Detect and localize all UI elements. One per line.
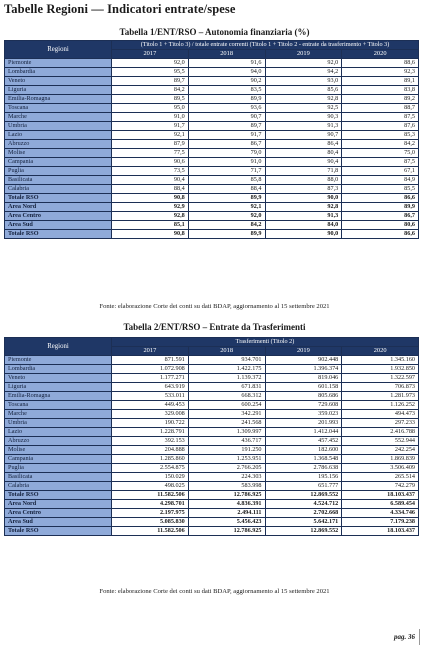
- value-cell: 73,5: [112, 167, 189, 176]
- value-cell: 182.600: [265, 446, 342, 455]
- table-row: [5, 86, 419, 95]
- value-cell: 86,7: [342, 212, 419, 221]
- value-cell: 4.524.712: [265, 500, 342, 509]
- value-cell: 1.345.160: [342, 356, 419, 365]
- region-label: Basilicata: [5, 473, 112, 482]
- table-row: [5, 482, 419, 491]
- value-cell: 11.582.506: [112, 527, 189, 536]
- value-cell: 83,8: [342, 86, 419, 95]
- value-cell: 1.368.548: [265, 455, 342, 464]
- page-number: pag. 36: [394, 633, 415, 641]
- table-row: [5, 131, 419, 140]
- value-cell: 84,2: [188, 221, 265, 230]
- region-label: Area Sud: [5, 518, 112, 527]
- region-label: Liguria: [5, 86, 112, 95]
- value-cell: 89,2: [342, 95, 419, 104]
- value-cell: 342.291: [188, 410, 265, 419]
- region-label: Campania: [5, 158, 112, 167]
- region-label: Toscana: [5, 104, 112, 113]
- value-cell: 12.786.925: [188, 527, 265, 536]
- value-cell: 85,6: [265, 86, 342, 95]
- value-cell: 1.126.252: [342, 401, 419, 410]
- table-row: [5, 68, 419, 77]
- region-label: Emilia-Romagna: [5, 392, 112, 401]
- table-row: [5, 122, 419, 131]
- value-cell: 94,0: [188, 68, 265, 77]
- value-cell: 90,7: [265, 131, 342, 140]
- value-cell: 4.334.746: [342, 509, 419, 518]
- value-cell: 88,7: [342, 104, 419, 113]
- region-label: Area Centro: [5, 509, 112, 518]
- value-cell: 92,8: [265, 203, 342, 212]
- region-label: Veneto: [5, 77, 112, 86]
- region-label: Marche: [5, 113, 112, 122]
- value-cell: 1.422.175: [188, 365, 265, 374]
- value-cell: 93,0: [265, 77, 342, 86]
- value-cell: 457.452: [265, 437, 342, 446]
- value-cell: 1.072.908: [112, 365, 189, 374]
- table-row: [5, 446, 419, 455]
- value-cell: 92,1: [188, 203, 265, 212]
- value-cell: 88,6: [342, 59, 419, 68]
- value-cell: 84,2: [342, 140, 419, 149]
- value-cell: 88,4: [112, 185, 189, 194]
- value-cell: 79,0: [188, 149, 265, 158]
- value-cell: 1.228.791: [112, 428, 189, 437]
- value-cell: 89,7: [188, 122, 265, 131]
- value-cell: 706.873: [342, 383, 419, 392]
- value-cell: 92,8: [265, 95, 342, 104]
- region-label: Piemonte: [5, 59, 112, 68]
- area-row: [5, 230, 419, 239]
- value-cell: 329.008: [112, 410, 189, 419]
- year-header: 2020: [342, 347, 419, 356]
- value-cell: 88,0: [265, 176, 342, 185]
- area-row: [5, 527, 419, 536]
- value-cell: 71,8: [265, 167, 342, 176]
- value-cell: 92,9: [112, 203, 189, 212]
- area-row: [5, 509, 419, 518]
- value-cell: 84,9: [342, 176, 419, 185]
- value-cell: 91,0: [112, 113, 189, 122]
- page-title: Tabelle Regioni — Indicatori entrate/spese: [4, 2, 236, 16]
- value-cell: 392.153: [112, 437, 189, 446]
- value-cell: 359.023: [265, 410, 342, 419]
- value-cell: 86,6: [342, 230, 419, 239]
- value-cell: 71,7: [188, 167, 265, 176]
- table1-band-label: (Titolo 1 + Titolo 3) / totale entrate correnti (Titolo 1 + Titolo 2 - entrate da trasferimento + Titolo 3): [112, 41, 419, 50]
- value-cell: 89,9: [188, 95, 265, 104]
- value-cell: 600.254: [188, 401, 265, 410]
- value-cell: 150.029: [112, 473, 189, 482]
- value-cell: 91,3: [265, 122, 342, 131]
- table-row: [5, 464, 419, 473]
- value-cell: 601.158: [265, 383, 342, 392]
- region-label: Totale RSO: [5, 194, 112, 203]
- value-cell: 729.608: [265, 401, 342, 410]
- table-row: [5, 455, 419, 464]
- value-cell: 92,3: [342, 68, 419, 77]
- value-cell: 90,2: [188, 77, 265, 86]
- area-row: [5, 500, 419, 509]
- year-header: 2020: [342, 50, 419, 59]
- region-label: Piemonte: [5, 356, 112, 365]
- value-cell: 87,3: [265, 185, 342, 194]
- table-row: [5, 176, 419, 185]
- value-cell: 7.179.238: [342, 518, 419, 527]
- value-cell: 1.869.839: [342, 455, 419, 464]
- value-cell: 90,4: [265, 158, 342, 167]
- value-cell: 89,5: [112, 95, 189, 104]
- table1-source: Fonte: elaborazione Corte dei conti su dati BDAP, aggiornamento al 15 settembre 2021: [99, 303, 330, 310]
- value-cell: 1.285.860: [112, 455, 189, 464]
- value-cell: 85,8: [188, 176, 265, 185]
- value-cell: 89,9: [188, 230, 265, 239]
- region-label: Molise: [5, 446, 112, 455]
- value-cell: 88,4: [188, 185, 265, 194]
- value-cell: 2.702.668: [265, 509, 342, 518]
- value-cell: 90,0: [265, 194, 342, 203]
- region-label: Totale RSO: [5, 230, 112, 239]
- value-cell: 92,0: [265, 59, 342, 68]
- value-cell: 1.396.374: [265, 365, 342, 374]
- value-cell: 85,1: [112, 221, 189, 230]
- table-row: [5, 104, 419, 113]
- region-label: Area Sud: [5, 221, 112, 230]
- value-cell: 1.139.372: [188, 374, 265, 383]
- value-cell: 1.412.044: [265, 428, 342, 437]
- table-row: [5, 374, 419, 383]
- year-header: 2018: [188, 50, 265, 59]
- region-label: Basilicata: [5, 176, 112, 185]
- region-label: Totale RSO: [5, 491, 112, 500]
- value-cell: 90,3: [265, 113, 342, 122]
- value-cell: 2.416.788: [342, 428, 419, 437]
- table1-title: Tabella 1/ENT/RSO – Autonomia finanziaria (%): [119, 27, 310, 37]
- table2-source: Fonte: elaborazione Corte dei conti su dati BDAP, aggiornamento al 15 settembre 2021: [99, 588, 330, 595]
- region-label: Lazio: [5, 428, 112, 437]
- value-cell: 18.103.437: [342, 491, 419, 500]
- value-cell: 265.514: [342, 473, 419, 482]
- value-cell: 668.312: [188, 392, 265, 401]
- region-label: Abruzzo: [5, 437, 112, 446]
- value-cell: 95,5: [112, 68, 189, 77]
- total-row: [5, 194, 419, 203]
- value-cell: 12.869.552: [265, 491, 342, 500]
- value-cell: 201.993: [265, 419, 342, 428]
- table-row: [5, 410, 419, 419]
- value-cell: 436.717: [188, 437, 265, 446]
- value-cell: 89,9: [188, 194, 265, 203]
- value-cell: 87,9: [112, 140, 189, 149]
- year-header: 2017: [112, 347, 189, 356]
- value-cell: 86,7: [188, 140, 265, 149]
- value-cell: 449.453: [112, 401, 189, 410]
- value-cell: 2.786.638: [265, 464, 342, 473]
- region-label: Area Nord: [5, 203, 112, 212]
- value-cell: 92,5: [265, 104, 342, 113]
- table-row: [5, 77, 419, 86]
- value-cell: 5.642.171: [265, 518, 342, 527]
- value-cell: 92,8: [112, 212, 189, 221]
- value-cell: 92,1: [112, 131, 189, 140]
- region-label: Abruzzo: [5, 140, 112, 149]
- value-cell: 2.554.875: [112, 464, 189, 473]
- table-row: [5, 383, 419, 392]
- value-cell: 871.591: [112, 356, 189, 365]
- table-row: [5, 401, 419, 410]
- area-row: [5, 203, 419, 212]
- region-label: Calabria: [5, 482, 112, 491]
- region-label: Emilia-Romagna: [5, 95, 112, 104]
- region-label: Lombardia: [5, 365, 112, 374]
- value-cell: 75,0: [342, 149, 419, 158]
- region-label: Marche: [5, 410, 112, 419]
- value-cell: 1.309.997: [188, 428, 265, 437]
- value-cell: 195.156: [265, 473, 342, 482]
- region-label: Lazio: [5, 131, 112, 140]
- value-cell: 87,6: [342, 122, 419, 131]
- table-row: [5, 158, 419, 167]
- value-cell: 80,4: [265, 149, 342, 158]
- value-cell: 934.701: [188, 356, 265, 365]
- value-cell: 651.777: [265, 482, 342, 491]
- table-row: [5, 356, 419, 365]
- footer-divider: [419, 629, 420, 645]
- value-cell: 2.494.111: [188, 509, 265, 518]
- total-row: [5, 491, 419, 500]
- value-cell: 1.177.271: [112, 374, 189, 383]
- value-cell: 11.582.506: [112, 491, 189, 500]
- value-cell: 4.836.391: [188, 500, 265, 509]
- region-label: Umbria: [5, 419, 112, 428]
- region-label: Puglia: [5, 464, 112, 473]
- region-label: Campania: [5, 455, 112, 464]
- table-row: [5, 365, 419, 374]
- value-cell: 5.456.423: [188, 518, 265, 527]
- table-row: [5, 473, 419, 482]
- region-label: Veneto: [5, 374, 112, 383]
- value-cell: 533.011: [112, 392, 189, 401]
- value-cell: 1.253.951: [188, 455, 265, 464]
- year-header: 2019: [265, 50, 342, 59]
- value-cell: 552.944: [342, 437, 419, 446]
- table-row: [5, 149, 419, 158]
- value-cell: 91,6: [188, 59, 265, 68]
- value-cell: 498.025: [112, 482, 189, 491]
- value-cell: 819.046: [265, 374, 342, 383]
- region-label: Umbria: [5, 122, 112, 131]
- table-row: [5, 95, 419, 104]
- area-row: [5, 221, 419, 230]
- value-cell: 12.869.552: [265, 527, 342, 536]
- table2: [4, 337, 419, 536]
- value-cell: 671.831: [188, 383, 265, 392]
- value-cell: 87,5: [342, 158, 419, 167]
- table-row: [5, 392, 419, 401]
- value-cell: 742.279: [342, 482, 419, 491]
- value-cell: 85,3: [342, 131, 419, 140]
- value-cell: 95,0: [112, 104, 189, 113]
- region-label: Area Centro: [5, 212, 112, 221]
- value-cell: 90,7: [188, 113, 265, 122]
- value-cell: 86,6: [342, 194, 419, 203]
- value-cell: 3.506.409: [342, 464, 419, 473]
- value-cell: 242.254: [342, 446, 419, 455]
- table-row: [5, 59, 419, 68]
- value-cell: 84,2: [112, 86, 189, 95]
- value-cell: 93,6: [188, 104, 265, 113]
- value-cell: 1.322.597: [342, 374, 419, 383]
- value-cell: 12.786.925: [188, 491, 265, 500]
- value-cell: 92,0: [112, 59, 189, 68]
- value-cell: 494.473: [342, 410, 419, 419]
- value-cell: 204.888: [112, 446, 189, 455]
- region-label: Toscana: [5, 401, 112, 410]
- table-row: [5, 113, 419, 122]
- value-cell: 190.722: [112, 419, 189, 428]
- region-label: Calabria: [5, 185, 112, 194]
- table-row: [5, 428, 419, 437]
- table-row: [5, 167, 419, 176]
- area-row: [5, 212, 419, 221]
- value-cell: 91,3: [265, 212, 342, 221]
- value-cell: 89,1: [342, 77, 419, 86]
- table2-title: Tabella 2/ENT/RSO – Entrate da Trasferimenti: [123, 322, 306, 332]
- value-cell: 80,6: [342, 221, 419, 230]
- table-row: [5, 419, 419, 428]
- region-label: Totale RSO: [5, 527, 112, 536]
- table2-band-label: Trasferimenti (Titolo 2): [112, 338, 419, 347]
- value-cell: 77,5: [112, 149, 189, 158]
- value-cell: 89,9: [342, 203, 419, 212]
- value-cell: 89,7: [112, 77, 189, 86]
- value-cell: 87,5: [342, 113, 419, 122]
- value-cell: 85,5: [342, 185, 419, 194]
- region-label: Liguria: [5, 383, 112, 392]
- year-header: 2019: [265, 347, 342, 356]
- value-cell: 6.589.454: [342, 500, 419, 509]
- value-cell: 2.766.205: [188, 464, 265, 473]
- value-cell: 583.998: [188, 482, 265, 491]
- value-cell: 224.303: [188, 473, 265, 482]
- value-cell: 5.085.830: [112, 518, 189, 527]
- value-cell: 18.103.437: [342, 527, 419, 536]
- value-cell: 1.932.850: [342, 365, 419, 374]
- region-label: Molise: [5, 149, 112, 158]
- region-label: Lombardia: [5, 68, 112, 77]
- value-cell: 92,0: [188, 212, 265, 221]
- area-row: [5, 518, 419, 527]
- value-cell: 90,4: [112, 176, 189, 185]
- value-cell: 67,1: [342, 167, 419, 176]
- value-cell: 90,6: [112, 158, 189, 167]
- value-cell: 191.250: [188, 446, 265, 455]
- value-cell: 90,8: [112, 230, 189, 239]
- table-row: [5, 140, 419, 149]
- table2-corner-label: Regioni: [5, 338, 112, 356]
- year-header: 2017: [112, 50, 189, 59]
- value-cell: 90,0: [265, 230, 342, 239]
- value-cell: 4.298.701: [112, 500, 189, 509]
- value-cell: 902.448: [265, 356, 342, 365]
- value-cell: 84,0: [265, 221, 342, 230]
- value-cell: 297.233: [342, 419, 419, 428]
- value-cell: 91,0: [188, 158, 265, 167]
- table-row: [5, 185, 419, 194]
- value-cell: 90,8: [112, 194, 189, 203]
- value-cell: 94,2: [265, 68, 342, 77]
- value-cell: 241.568: [188, 419, 265, 428]
- value-cell: 91,7: [188, 131, 265, 140]
- value-cell: 2.197.975: [112, 509, 189, 518]
- region-label: Puglia: [5, 167, 112, 176]
- table1: [4, 40, 419, 239]
- value-cell: 643.919: [112, 383, 189, 392]
- value-cell: 86,4: [265, 140, 342, 149]
- value-cell: 1.281.973: [342, 392, 419, 401]
- value-cell: 83,5: [188, 86, 265, 95]
- value-cell: 805.686: [265, 392, 342, 401]
- table1-corner-label: Regioni: [5, 41, 112, 59]
- year-header: 2018: [188, 347, 265, 356]
- value-cell: 91,7: [112, 122, 189, 131]
- table-row: [5, 437, 419, 446]
- region-label: Area Nord: [5, 500, 112, 509]
